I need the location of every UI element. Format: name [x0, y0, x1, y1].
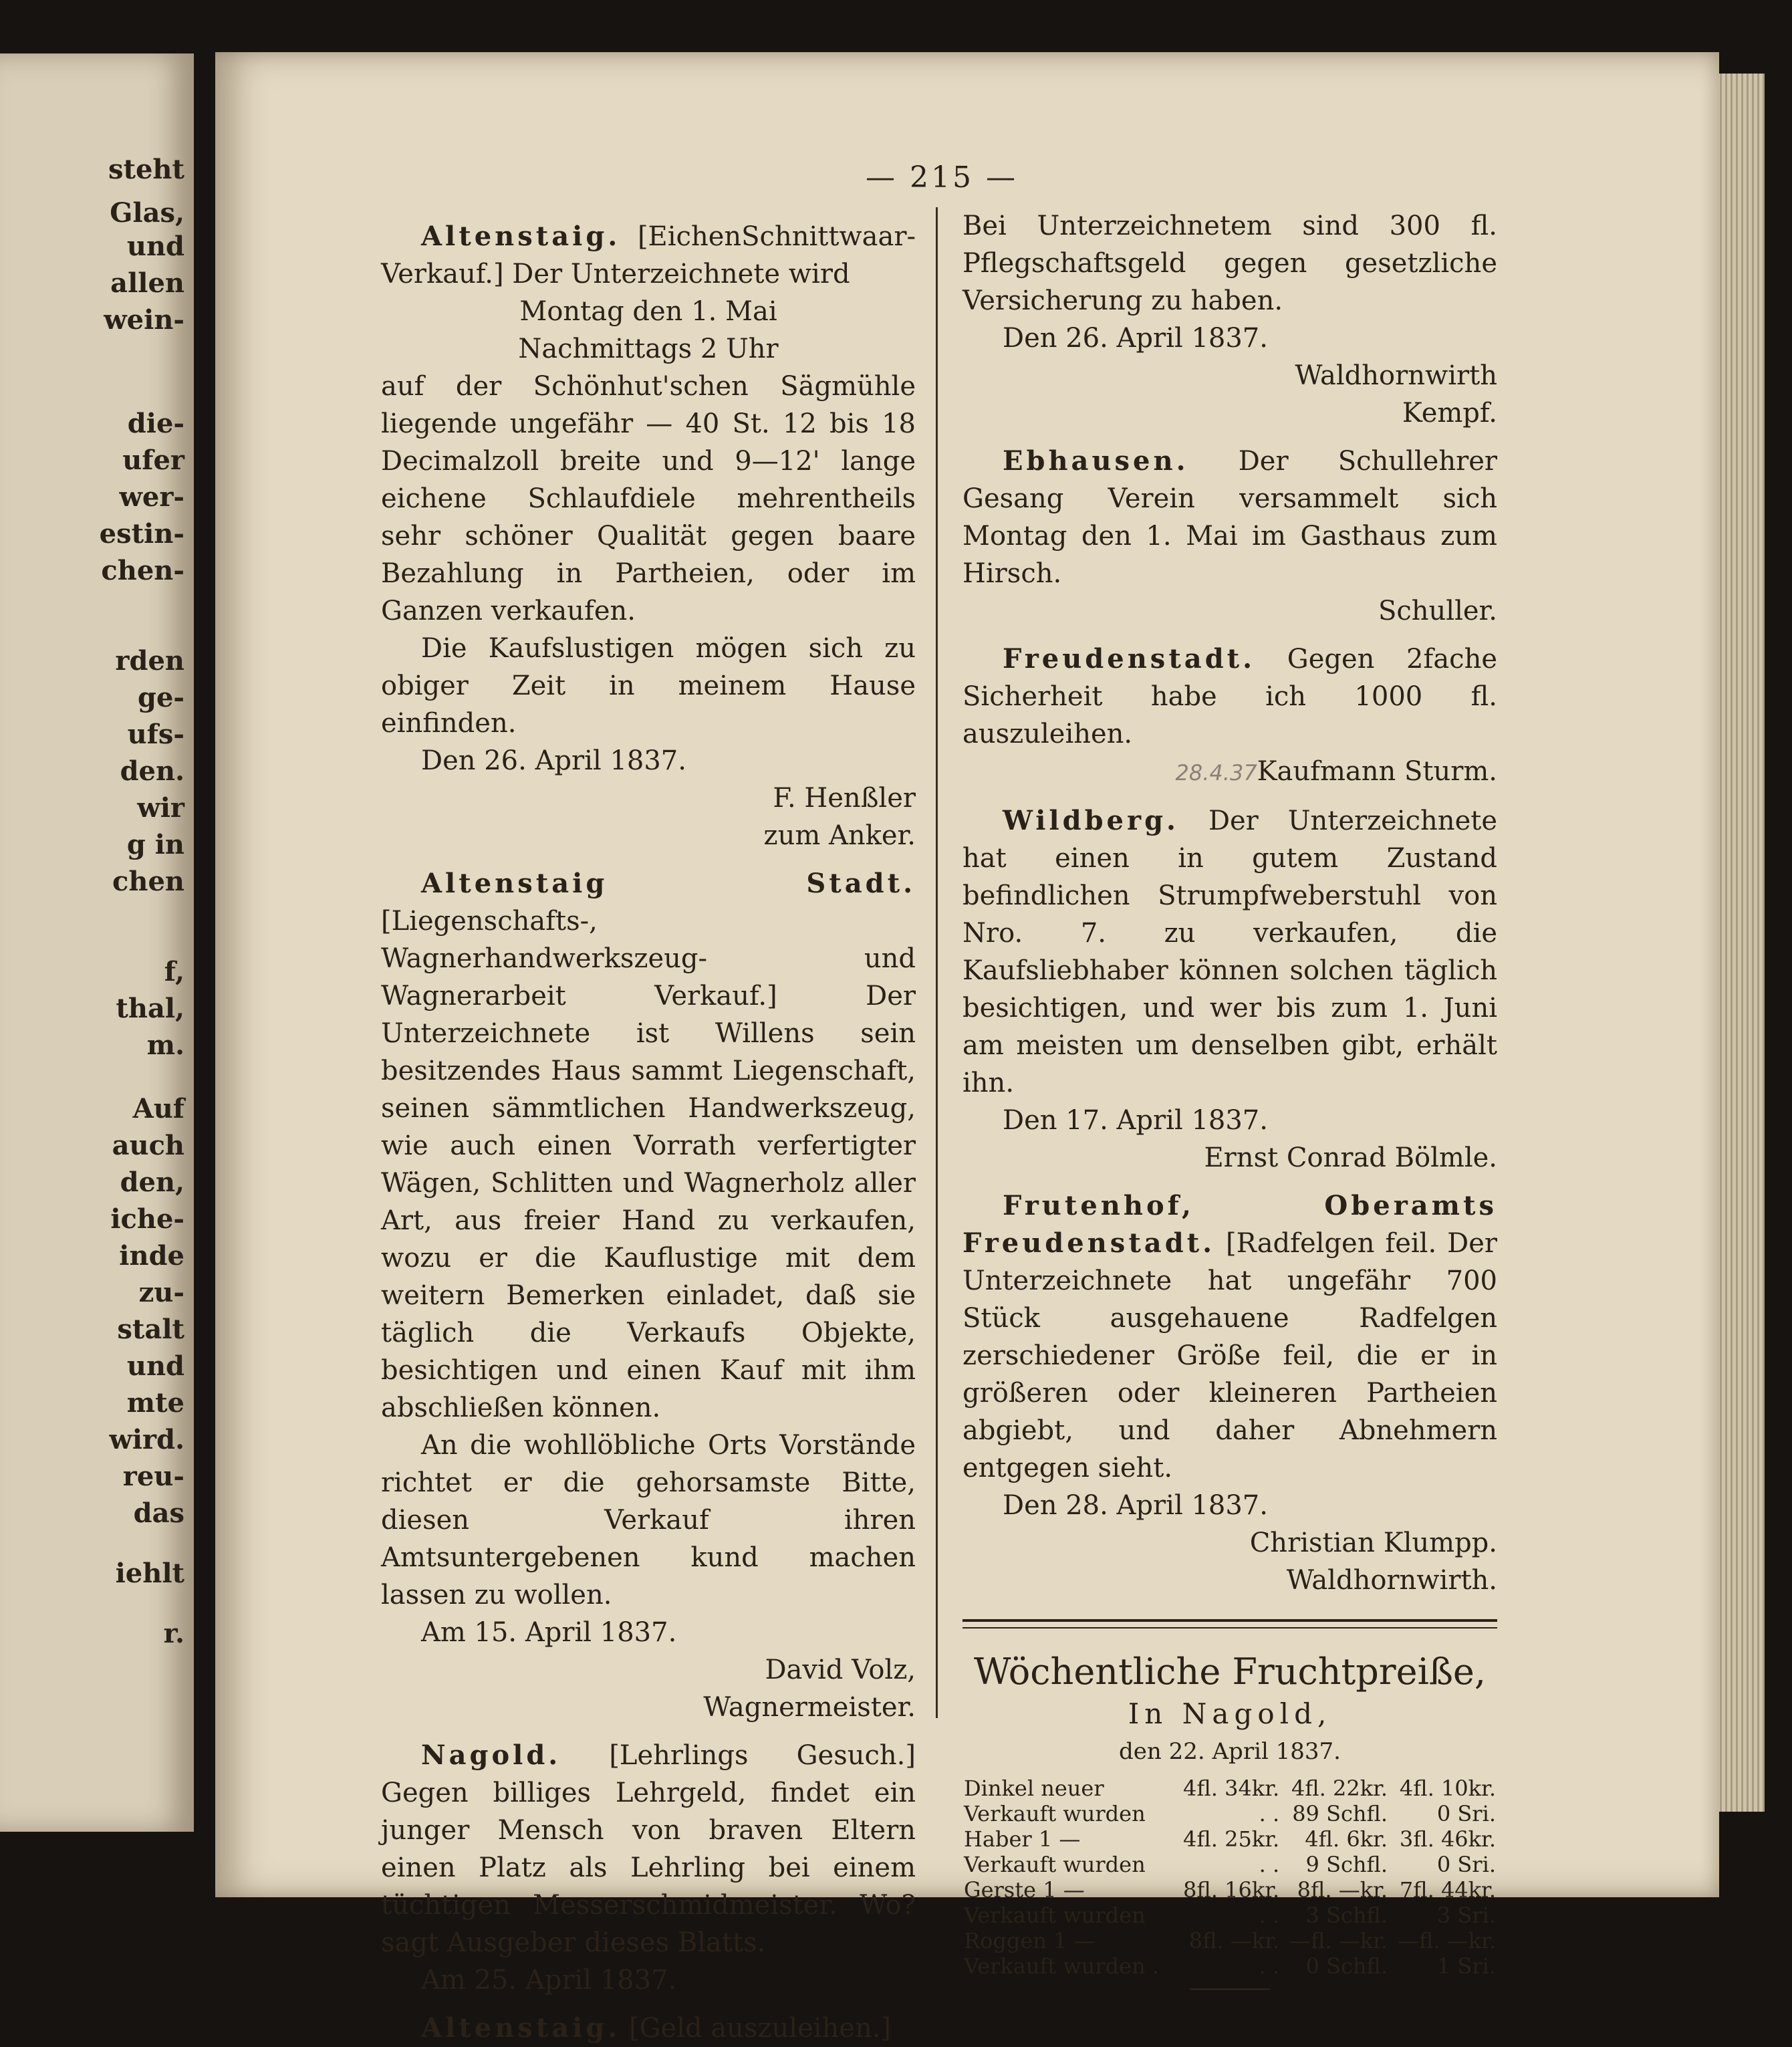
notice-paragraph: Schuller. [1378, 596, 1497, 626]
notice-paragraph: Waldhornwirth [1295, 360, 1497, 391]
prev-page-fragment: ufs- [127, 719, 184, 750]
column-divider [936, 207, 938, 1718]
prev-page-fragment: wir [137, 792, 184, 824]
prev-page-fragment: chen [112, 866, 184, 897]
prev-page-fragment: Glas, [110, 197, 184, 229]
prev-page-fragment: inde [119, 1240, 184, 1272]
price-date: den 22. April 1837. [1119, 1738, 1341, 1765]
prev-page-fragment: wein- [104, 304, 184, 336]
notice-paragraph: Ernst Conrad Bölmle. [1204, 1142, 1497, 1173]
table-cell: 4fl. 10kr. [1399, 1776, 1496, 1801]
notice-paragraph [963, 443, 1497, 592]
prev-page-fragment: m. [146, 1030, 184, 1061]
table-row [963, 1826, 1497, 1852]
table-row [963, 1903, 1497, 1928]
table-cell: —fl. —kr. [1397, 1928, 1496, 1953]
table-cell: 3fl. 46kr. [1399, 1826, 1496, 1852]
table-row [963, 1877, 1497, 1903]
table-cell: Verkauft wurden [964, 1852, 1146, 1877]
prev-page-fragment: stalt [117, 1314, 184, 1345]
prev-page-fragment: zu- [138, 1277, 184, 1308]
prev-page-fragment: den. [120, 755, 184, 787]
table-cell: . . [1259, 1903, 1280, 1928]
prev-page-fragment: wird. [109, 1424, 184, 1455]
notice-paragraph: Den 26. April 1837. [1003, 323, 1268, 354]
notice-paragraph [963, 802, 1497, 1102]
notice-paragraph [381, 218, 916, 293]
notice-paragraph: Am 25. April 1837. [421, 1965, 677, 1996]
table-row [963, 1953, 1497, 1979]
prev-page-fragment: rden [115, 645, 184, 677]
notice-heading: Ebhausen. [1003, 445, 1189, 477]
notice-paragraph: Christian Klumpp. [1249, 1528, 1497, 1558]
prev-page-fragment: f, [164, 956, 184, 987]
notice-paragraph [381, 2010, 916, 2047]
section-rule [963, 1619, 1497, 1629]
prev-page-fragment: iehlt [115, 1558, 184, 1589]
table-cell: 9 Schfl. [1305, 1852, 1388, 1877]
prev-page-fragment: und [126, 231, 184, 262]
notice-paragraph: auf der Schönhut'schen Sägmühle liegende ungefähr — 40 St. 12 bis 18 Decimalzoll breite und 9—12' lange eichene Schlaufdiele mehrentheils sehr schöner Qualität gegen baare Bezahlung in Partheien, oder im Ganzen verkaufen. [381, 371, 916, 626]
notice-text: [Liegenschafts-, Wagnerhandwerkszeug- und Wagnerarbeit Verkauf.] Der Unterzeichnete ist Willens sein besitzendes Haus sammt Liegenschaft, seinen sämmtlichen Handwerkszeug, wie auch einen Vorrath verfertigter Wägen, Schlitten und Wagnerholz aller Art, aus freier Hand zu verkaufen, wozu er die Kauflustige mit dem weitern Bemerken einladet, daß sie täglich die Verkaufs Objekte, besichtigen und einen Kauf mit ihm abschließen können. [381, 906, 916, 1423]
table-cell: Verkauft wurden [964, 1903, 1146, 1928]
table-cell: . . [1259, 1801, 1280, 1826]
table-cell: 3 Schfl. [1305, 1903, 1388, 1928]
notice-text: [Lehrlings Gesuch.] Gegen billiges Lehrgeld, findet ein junger Mensch von braven Eltern einen Platz als Lehrling bei einem tüchtigen Messerschmidmeister. Wo? sagt Ausgeber dieses Blatts. [381, 1740, 916, 1958]
notice-paragraph: Waldhornwirth. [1286, 1565, 1497, 1596]
notice-paragraph: Montag den 1. Mai [519, 296, 777, 327]
prev-page-fragment: iche- [110, 1203, 184, 1235]
table-cell: 4fl. 6kr. [1305, 1826, 1388, 1852]
table-row [963, 1852, 1497, 1877]
notice-heading: Wildberg. [1003, 805, 1179, 836]
notice-heading: Freudenstadt. [1003, 643, 1256, 675]
prev-page-fragment: die- [127, 408, 184, 439]
table-cell: 8fl. —kr. [1188, 1928, 1280, 1953]
prev-page-fragment: r. [163, 1618, 184, 1649]
pencil-annotation: 28.4.37 [1175, 760, 1257, 786]
left-column [381, 207, 916, 2047]
price-place: In Nagold, [1128, 1697, 1332, 1730]
notice-paragraph [963, 640, 1497, 753]
prev-page-fragment: Auf [132, 1093, 184, 1124]
prev-page-fragment: den, [120, 1167, 184, 1198]
prev-page-fragment: allen [110, 267, 184, 299]
notice-heading: Frutenhof, Oberamts Freudenstadt. [963, 1190, 1497, 1259]
table-cell: Gerste 1 — [964, 1877, 1085, 1903]
notice-paragraph: Den 26. April 1837. [421, 745, 686, 776]
notice-text: [EichenSchnittwaar-Verkauf.] Der Unterzeichnete wird [381, 221, 916, 289]
notice-paragraph: 28.4.37Kaufmann Sturm. [1175, 756, 1497, 787]
notice-paragraph: zum Anker. [763, 820, 916, 851]
prev-page-fragment: mte [126, 1387, 184, 1419]
right-column [963, 207, 1497, 1990]
table-cell: 1 Sri. [1436, 1953, 1496, 1979]
notice-heading: Altenstaig. [421, 221, 621, 252]
table-cell: Roggen 1 — [964, 1928, 1096, 1953]
prev-page-fragment: und [126, 1350, 184, 1382]
notice-paragraph [381, 865, 916, 1427]
table-cell: Haber 1 — [964, 1826, 1081, 1852]
notice-paragraph: Am 15. April 1837. [421, 1617, 677, 1648]
table-cell: Verkauft wurden . [964, 1953, 1160, 1979]
table-cell: . . [1259, 1953, 1280, 1979]
prev-page-fragment: reu- [122, 1461, 184, 1492]
table-cell: —fl. —kr. [1289, 1928, 1388, 1953]
notice-paragraph: F. Henßler [773, 783, 916, 814]
notice-text: [Radfelgen feil. Der Unterzeichnete hat ungefähr 700 Stück ausgehauene Radfelgen zerschiedener Größe feil, die er in größeren oder kleineren Partheien abgiebt, und daher Abnehmern entgegen sieht. [963, 1228, 1497, 1483]
notice-paragraph [381, 1737, 916, 1961]
table-cell: Dinkel neuer [964, 1776, 1104, 1801]
end-rule [1190, 1988, 1270, 1990]
price-heading: Wöchentliche Fruchtpreiße, [973, 1651, 1487, 1693]
notice-paragraph: David Volz, [765, 1655, 916, 1685]
table-cell: 89 Schfl. [1292, 1801, 1388, 1826]
notice-paragraph: Wagnermeister. [703, 1692, 916, 1723]
notice-paragraph: Nachmittags 2 Uhr [518, 334, 779, 364]
table-cell: 4fl. 34kr. [1183, 1776, 1280, 1801]
prev-page-fragment: ufer [122, 445, 184, 476]
prev-page-fragment: chen- [101, 555, 184, 586]
table-cell: 7fl. 44kr. [1399, 1877, 1496, 1903]
notice-paragraph [963, 1187, 1497, 1487]
table-cell: . . [1259, 1852, 1280, 1877]
table-cell: 0 Sri. [1436, 1801, 1496, 1826]
prev-page-fragment: estin- [99, 518, 184, 550]
notice-heading: Altenstaig Stadt. [421, 868, 916, 899]
table-cell: Verkauft wurden [964, 1801, 1146, 1826]
table-cell: 0 Sri. [1436, 1852, 1496, 1877]
notice-text: Gegen 2fache Sicherheit habe ich 1000 fl. auszuleihen. [963, 644, 1497, 749]
notice-text: [Geld auszuleihen.] [628, 2013, 892, 2044]
prev-page-fragment: thal, [116, 993, 184, 1024]
notice-paragraph: An die wohllöbliche Orts Vorstände richtet er die gehorsamste Bitte, diesen Verkauf ihren Amtsuntergebenen kund machen lassen zu wollen. [381, 1430, 916, 1610]
notice-paragraph: Die Kaufslustigen mögen sich zu obiger Zeit in meinem Hause einfinden. [381, 633, 916, 739]
notice-paragraph: Bei Unterzeichnetem sind 300 fl. Pflegschaftsgeld gegen gesetzliche Versicherung zu haben. [963, 211, 1497, 316]
prev-page-fragment: ge- [137, 682, 184, 713]
table-cell: 8fl. —kr. [1297, 1877, 1388, 1903]
table-row [963, 1776, 1497, 1801]
table-row [963, 1801, 1497, 1826]
table-cell: 8fl. 16kr. [1183, 1877, 1280, 1903]
prev-page-fragment: g in [126, 829, 184, 860]
prev-page-fragment: auch [112, 1130, 184, 1161]
page-stack-edge [1711, 74, 1765, 1812]
price-table [963, 1776, 1497, 1979]
notice-text: Der Schullehrer Gesang Verein versammelt sich Montag den 1. Mai im Gasthaus zum Hirsch. [963, 446, 1498, 589]
page-number: — 215 — [866, 160, 1018, 195]
notice-paragraph: Den 28. April 1837. [1003, 1490, 1268, 1521]
notice-text: Der Unterzeichnete hat einen in gutem Zustand befindlichen Strumpfweberstuhl von Nro. 7. zu verkaufen, die Kaufsliebhaber können solchen täglich besichtigen, und wer bis zum 1. Juni am meisten um denselben gibt, erhält ihn. [963, 806, 1497, 1098]
notice-paragraph: Den 17. April 1837. [1003, 1105, 1268, 1136]
prev-page-fragment: das [133, 1497, 184, 1529]
notice-paragraph: Kempf. [1402, 398, 1497, 429]
notice-heading: Altenstaig. [421, 2012, 621, 2044]
table-cell: 4fl. 25kr. [1183, 1826, 1280, 1852]
table-row [963, 1928, 1497, 1953]
table-cell: 0 Schfl. [1305, 1953, 1388, 1979]
prev-page-fragment: wer- [119, 481, 184, 513]
table-cell: 4fl. 22kr. [1291, 1776, 1388, 1801]
previous-page-edge [0, 53, 194, 1832]
table-cell: 3 Sri. [1436, 1903, 1496, 1928]
prev-page-fragment: steht [108, 154, 184, 185]
notice-heading: Nagold. [421, 1739, 561, 1771]
